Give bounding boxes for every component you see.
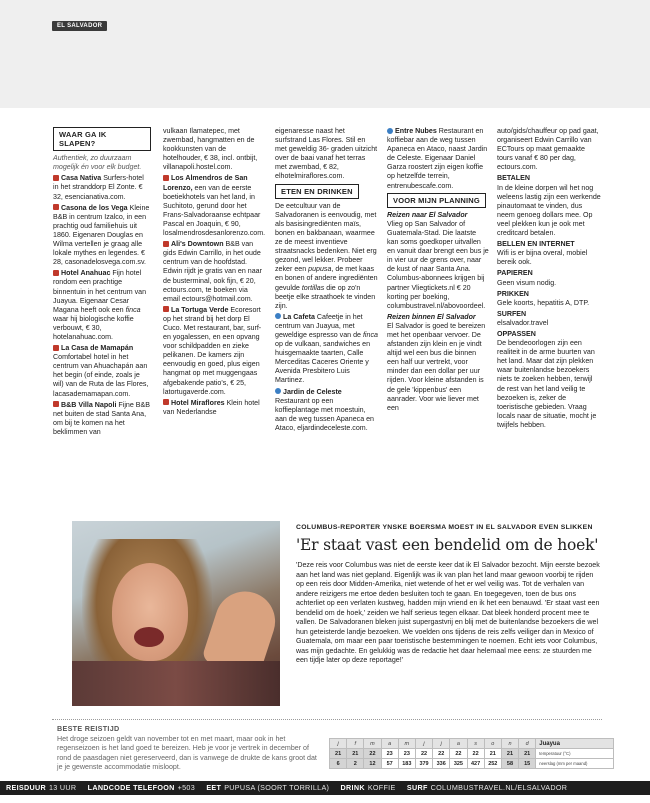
paragraph: Wifi is er bijna overal, mobiel bereik ook.: [497, 249, 588, 267]
month-cell: j: [330, 739, 347, 749]
climate-table: [329, 738, 614, 769]
footer-label: SURF: [406, 783, 428, 792]
column-5: [497, 127, 601, 432]
month-cell: n: [501, 739, 518, 749]
column-3: [275, 127, 378, 435]
temperature-cell: 21: [347, 749, 364, 759]
column-1: [53, 127, 151, 439]
rain-cell: 336: [433, 759, 450, 769]
hotel-entry: B&B Villa Napoli Fijne B&B net buiten de stad Santa Ana, om bij te komen na het beklimmen van: [53, 400, 150, 436]
month-cell: d: [519, 739, 536, 749]
temperature-cell: 22: [450, 749, 467, 759]
temperature-cell: 21: [484, 749, 501, 759]
footer-value: COLUMBUSTRAVEL.NL/ELSALVADOR: [430, 783, 568, 792]
paragraph: auto/gids/chauffeur op pad gaat, organiseert Edwin Carrillo van ECTours op maat gemaakte tours vanaf € 80 per dag, ectours.com.: [497, 127, 599, 172]
hotel-entry: Ali's Downtown B&B van gids Edwin Carrillo, in het oude centrum van de hoofdstad. Edwin rijdt je gratis van en naar de busterminal, ook fijn, € 20, ectours.com, te boeken via email ectours@hotmail.com.: [163, 240, 262, 303]
hotel-icon: [53, 270, 59, 276]
hotel-icon: [53, 175, 59, 181]
column-2: [163, 127, 265, 419]
hotel-entry: Casa Nativa Surfers-hotel in het stranddorp El Zonte. € 32, esencianativa.com.: [53, 174, 144, 201]
photo-scarf: [72, 661, 280, 706]
rain-cell: 15: [519, 759, 536, 769]
climate-rain-row: [330, 759, 614, 769]
temperature-label: temperatuur (°C): [536, 749, 614, 759]
footer-value: +503: [177, 783, 195, 792]
temperature-cell: 21: [519, 749, 536, 759]
food-entry: La Cafeta Cafeetje in het centrum van Juayua, met geweldige espresso van de finca op de vulkaan, sandwiches en huisgemaakte taarten, Calle Merceditas Caceres Oriente y Avenida Presbitero Luis Martinez.: [275, 312, 378, 385]
climate-months-row: [330, 739, 614, 749]
footer-label: DRINK: [340, 783, 365, 792]
photo-mouth: [134, 627, 164, 647]
heading-planning: VOOR MIJN PLANNING: [387, 193, 486, 208]
footer-label: LANDCODE TELEFOON: [87, 783, 175, 792]
paragraph: De bendeoorlogen zijn een realiteit in de arme buurten van het land. Maar dat zijn plekken waar buitenlandse bezoekers niets te zoeken hebben, terwijl de rest van het land veilig te bezoeken is, zeker de toeristische gebieden. Vraag locals naar de situatie, mocht je twijfels hebben.: [497, 339, 597, 429]
food-icon: [387, 128, 393, 134]
hotel-icon: [163, 241, 169, 247]
month-cell: m: [364, 739, 381, 749]
temperature-cell: 21: [330, 749, 347, 759]
food-icon: [275, 313, 281, 319]
month-cell: j: [433, 739, 450, 749]
reporter-story: [296, 524, 602, 666]
column-4: [387, 127, 489, 415]
subheading-caution: OPPASSEN: [497, 329, 536, 338]
rain-cell: 427: [467, 759, 484, 769]
food-icon: [275, 388, 281, 394]
subheading-phone: BELLEN EN INTERNET: [497, 240, 575, 249]
hotel-icon: [53, 345, 59, 351]
month-cell: a: [450, 739, 467, 749]
climate-place: Juayua: [536, 739, 614, 749]
story-title: 'Er staat vast een bendelid om de hoek': [296, 536, 599, 554]
footer-label: EET: [206, 783, 222, 792]
story-body: 'Deze reis voor Columbus was niet de eerste keer dat ik El Salvador bezocht. Mijn eerste bezoek aan het land was niet gepland. Eigenlijk was ik van plan het land maar gewoon voorbij te rijden op een reis door Midden-Amerika, niet wetende of het er wel veilig was. Tot de verhalen van andere reizigers me ertoe deden besluiten toch te gaan. En toegegeven, toen de bus ons achterliet op een verlaten kustweg, hadden mijn vriend en ik het een benauwd. 'Er staat vast een bendelid om de hoek,' zeiden we half serieus tegen elkaar. Dat bleek honderd procent mee te vallen. De Salvadoranen bleken juist supergastvrij en blij met de buitenlandse bezoekers die wel hun geteisterde landje bezoeken. We voelden ons tijdens de reis zelfs veiliger dan in Mexico of Guatemala, om maar een paar toeristische bestemmingen te noemen. Echt iets voor Columbus, was mijn gedachte. En gelukkig was de redactie het daar helemaal mee eens: ze stuurden me een tijdje later op deze reportage!': [296, 561, 600, 664]
paragraph: In de kleine dorpen wil het nog weleens lastig zijn een werkende pinautomaat te vinden, dus neem genoeg dollars mee. Op veel plekken kun je ook met creditcard betalen.: [497, 183, 601, 238]
rain-cell: 2: [347, 759, 364, 769]
rain-cell: 252: [484, 759, 501, 769]
subheading-vaccines: PRIKKEN: [497, 289, 529, 298]
rain-cell: 325: [450, 759, 467, 769]
rain-cell: 6: [330, 759, 347, 769]
hotel-icon: [163, 306, 169, 312]
footer-bar: [0, 781, 650, 795]
top-band: [0, 0, 650, 108]
month-cell: m: [398, 739, 415, 749]
hotel-entry: La Tortuga Verde Ecoresort op het strand bij het dorp El Cuco. Met restaurant, bar, surf- en yogalessen, en een opvang voor schildpadden en zieke pelikanen. De kamers zijn eenvoudig en goed, plus eigen hangmat op met muggengaas afgebakende patio's, € 25, latortugaverde.com.: [163, 305, 262, 396]
temperature-cell: 22: [433, 749, 450, 759]
rain-cell: 379: [415, 759, 432, 769]
month-cell: j: [415, 739, 432, 749]
paragraph: De eetcultuur van de Salvadoranen is eenvoudig, met als basisingrediënten maïs, bonen en bakbanaan, waarmee ze de meest inventieve straatsnacks bedenken. Niet erg gezond, wel lekker. Probeer zeker een pupusa, de met kaas en bonen of andere ingrediënten gevulde tortillas die op zo'n beetje elke straathoek te vinden zijn.: [275, 201, 378, 310]
temperature-cell: 23: [398, 749, 415, 759]
subheading-surf: SURFEN: [497, 309, 527, 318]
hotel-entry: Hotel Miraflores Klein hotel van Nederlandse: [163, 398, 260, 416]
best-season: [57, 724, 317, 772]
food-entry: Jardin de Celeste Restaurant op een koffieplantage met moestuin, aan de weg tussen Apaneca en Ataco, eljardindeceleste.com.: [275, 387, 374, 432]
heading-sleep: WAAR GA IK SLAPEN?: [53, 127, 151, 151]
hotel-icon: [163, 175, 169, 181]
temperature-cell: 22: [364, 749, 381, 759]
season-body: Het droge seizoen geldt van november tot en met maart, maar ook in het regenseizoen is het land goed te bereizen. Heb je voor je vertrek in december of rond de paasdagen niet gereserveerd, dan is vanwege de drukte de kans groot dat je je gewenste accommodatie misloopt.: [57, 735, 317, 771]
footer-value: KOFFIE: [367, 783, 396, 792]
footer-label: REISDUUR: [6, 783, 46, 792]
rain-cell: 183: [398, 759, 415, 769]
temperature-cell: 21: [501, 749, 518, 759]
rain-cell: 57: [381, 759, 398, 769]
month-cell: a: [381, 739, 398, 749]
season-heading: BESTE REISTIJD: [57, 724, 120, 733]
paragraph: Geen visum nodig.: [497, 278, 557, 287]
subheading-papers: PAPIEREN: [497, 269, 533, 278]
hotel-icon: [53, 204, 59, 210]
story-kicker: COLUMBUS-REPORTER YNSKE BOERSMA MOEST IN EL SALVADOR EVEN SLIKKEN: [296, 524, 593, 531]
hotel-entry: Hotel Anahuac Fijn hotel rondom een prachtige binnentuin in het centrum van Juayua. Eigenaar Cesar Magana heeft ook een finca waar hij biologische koffie verbouwt, € 30, hotelanahuac.com.: [53, 269, 147, 341]
heading-eat: ETEN EN DRINKEN: [275, 184, 359, 199]
subheading-pay: BETALEN: [497, 174, 530, 183]
food-entry: Entre Nubes Restaurant en koffiebar aan de weg tussen Apaneca en Ataco, naast Jardin de Celeste. Eigenaar Daniel Garza roostert zijn eigen koffie op hetzelfde terrein, entrenubescafe.com.: [387, 127, 488, 190]
footer-value: 13 UUR: [48, 783, 77, 792]
paragraph: Reizen binnen El Salvador El Salvador is goed te bereizen met het openbaar vervoer. De afstanden zijn klein en je vindt altijd wel een bus die binnen een half uur vertrekt, voor minder dan een dollar per uur rijden. Voor kleine afstanden is de gele 'kippenbus' een aanrader. Voor wie liever met een: [387, 312, 486, 412]
paragraph: elsalvador.travel: [497, 318, 549, 327]
rain-label: neerslag (mm per maand): [536, 759, 614, 769]
temperature-cell: 23: [381, 749, 398, 759]
temperature-cell: 22: [415, 749, 432, 759]
paragraph: vulkaan Ilamatepec, met zwembad, hangmatten en de kookkunsten van de hotelhouder, € 38, incl. ontbijt, villanapoli.hostel.com.: [163, 127, 258, 172]
section-tag: EL SALVADOR: [52, 21, 107, 31]
divider: [52, 719, 602, 720]
rain-cell: 12: [364, 759, 381, 769]
hotel-entry: Los Almendros de San Lorenzo, een van de eerste boetiekhotels van het land, in Suchitoto, gerund door het Frans-Salvadoraanse echtpaar Pascal en Joaquin, € 90, losalmendrosdesanlorenzo.com.: [163, 174, 266, 238]
reporter-photo: [72, 521, 280, 706]
paragraph: eigenaresse naast het surfstrand Las Flores. Stil en met geweldig 36- graden uitzicht over de baai vanaf het terras met zwembad, € 82, elhotelmiraflores.com.: [275, 127, 378, 181]
hotel-entry: Casona de los Vega Kleine B&B in centrum Izalco, in een prachtig oud familiehuis uit 1860. Eigenaren Douglas en Wilma vertellen je graag alle lokale mythes en legendes. € 28, casonadelosvega.com.sv.: [53, 203, 150, 267]
paragraph: Gele koorts, hepatitis A, DTP.: [497, 298, 590, 307]
footer-value: PUPUSA (SOORT TORRILLA): [224, 783, 330, 792]
temperature-cell: 22: [467, 749, 484, 759]
hotel-icon: [163, 399, 169, 405]
month-cell: s: [467, 739, 484, 749]
hotel-entry: La Casa de Mamapán Comfortabel hotel in het centrum van Ahuachapán aan het begin (of einde, zoals je wil) van de Ruta de las Flores, lacasademamapan.com.: [53, 344, 149, 398]
sleep-intro: Authentiek, zo duurzaam mogelijk én voor elk budget.: [53, 154, 142, 172]
month-cell: o: [484, 739, 501, 749]
month-cell: f: [347, 739, 364, 749]
rain-cell: 58: [501, 759, 518, 769]
hotel-icon: [53, 401, 59, 407]
climate-temperature-row: [330, 749, 614, 759]
paragraph: Reizen naar El Salvador Vlieg op San Salvador of Guatemala-Stad. Die laatste kan soms goedkoper uitvallen en vanuit daar brengt een bus je in vier uur de grens over, naar de kust of naar Santa Ana. Columbus-abonnees krijgen bij partner Vliegtickets.nl € 20 korting per boeking, columbustravel.nl/abovoordeel.: [387, 210, 489, 310]
